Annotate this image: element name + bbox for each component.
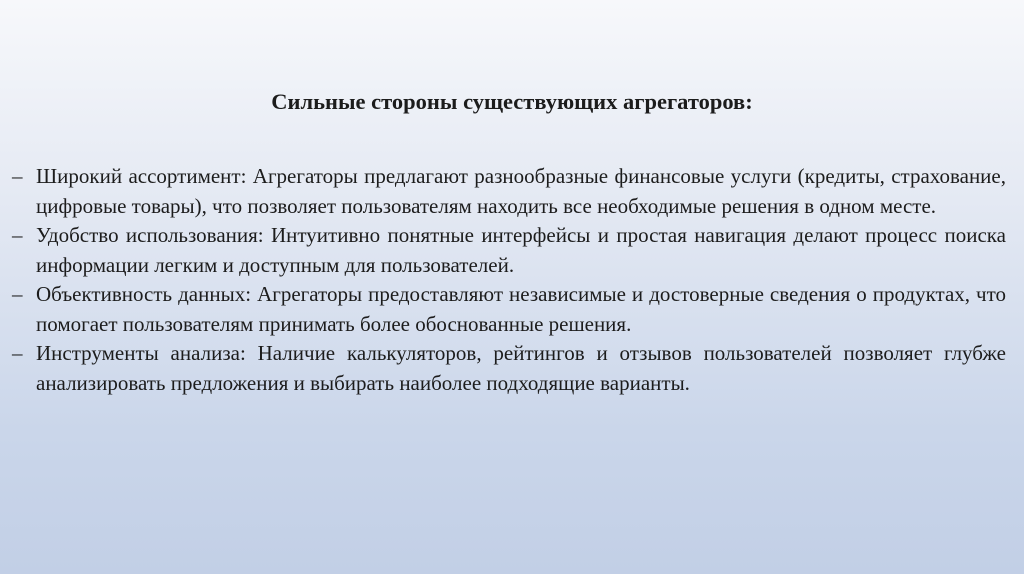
bullet-dash: – xyxy=(12,282,23,306)
bullet-item-usability xyxy=(12,221,1006,280)
bullet-text: Объективность данных: Агрегаторы предоставляют независимые и достоверные сведения о продуктах, что помогает пользователям принимать более обоснованные решения. xyxy=(36,282,1006,336)
bullet-text: Удобство использования: Интуитивно понятные интерфейсы и простая навигация делают процесс поиска информации легким и доступным для пользователей. xyxy=(36,223,1006,277)
bullet-item-assortment xyxy=(12,162,1006,221)
bullet-item-analysis-tools xyxy=(12,339,1006,398)
slide-title: Сильные стороны существующих агрегаторов: xyxy=(271,89,753,114)
bullet-dash: – xyxy=(12,341,23,365)
bullet-dash: – xyxy=(12,223,23,247)
bullet-dash: – xyxy=(12,164,23,188)
bullet-text: Широкий ассортимент: Агрегаторы предлагают разнообразные финансовые услуги (кредиты, страхование, цифровые товары), что позволяет пользователям находить все необходимые решения в одном месте. xyxy=(36,164,1006,218)
bullet-text: Инструменты анализа: Наличие калькуляторов, рейтингов и отзывов пользователей позволяет глубже анализировать предложения и выбирать наиболее подходящие варианты. xyxy=(36,341,1006,395)
bullet-list xyxy=(12,162,1006,398)
bullet-item-objectivity xyxy=(12,280,1006,339)
